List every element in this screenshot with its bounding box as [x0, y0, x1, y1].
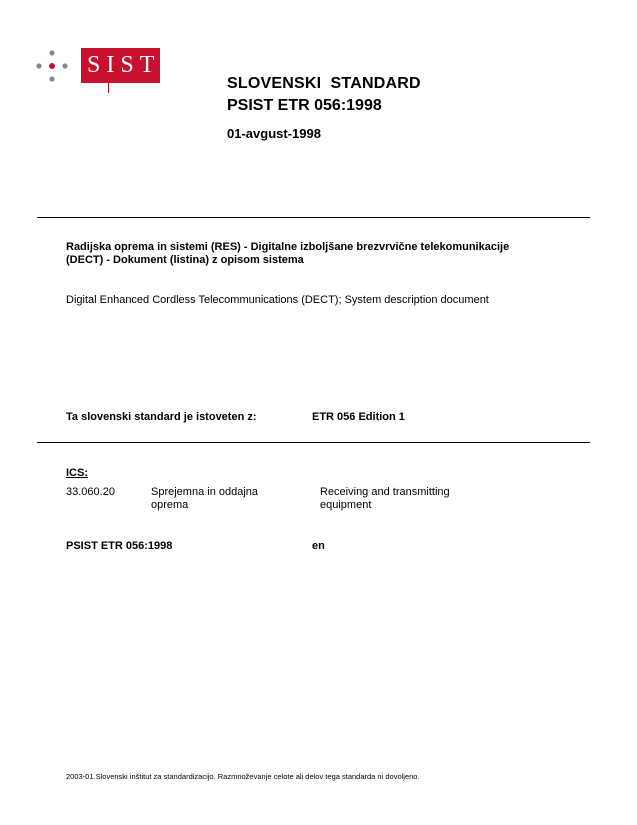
sist-logo: SIST: [81, 48, 160, 83]
ics-code: 33.060.20: [66, 486, 115, 498]
sist-logo-dots: [34, 49, 74, 89]
document-language: en: [312, 540, 325, 552]
logo-tick: [108, 83, 109, 93]
footer-copyright: 2003-01.Slovenski inštitut za standardizacijo. Razmnoževanje celote ali delov tega standarda ni dovoljeno.: [66, 772, 420, 781]
ics-label: ICS:: [66, 467, 88, 479]
document-code: PSIST ETR 056:1998: [66, 540, 173, 552]
equivalence-value: ETR 056 Edition 1: [312, 411, 405, 423]
title-slovenian: Radijska oprema in sistemi (RES) - Digitalne izboljšane brezvrvične telekomunikacije (DECT) - Dokument (listina) z opisom sistema: [66, 241, 510, 266]
ics-description-slovenian: Sprejemna in oddajna oprema: [151, 486, 259, 511]
divider-bottom: [37, 442, 590, 443]
standard-code: PSIST ETR 056:1998: [227, 97, 382, 114]
standard-date: 01-avgust-1998: [227, 126, 321, 141]
divider-top: [37, 217, 590, 218]
ics-description-english: Receiving and transmitting equipment: [320, 486, 450, 511]
title-english: Digital Enhanced Cordless Telecommunications (DECT); System description document: [66, 294, 489, 306]
equivalence-label: Ta slovenski standard je istoveten z:: [66, 411, 257, 423]
standard-title: SLOVENSKI STANDARD: [227, 75, 421, 92]
